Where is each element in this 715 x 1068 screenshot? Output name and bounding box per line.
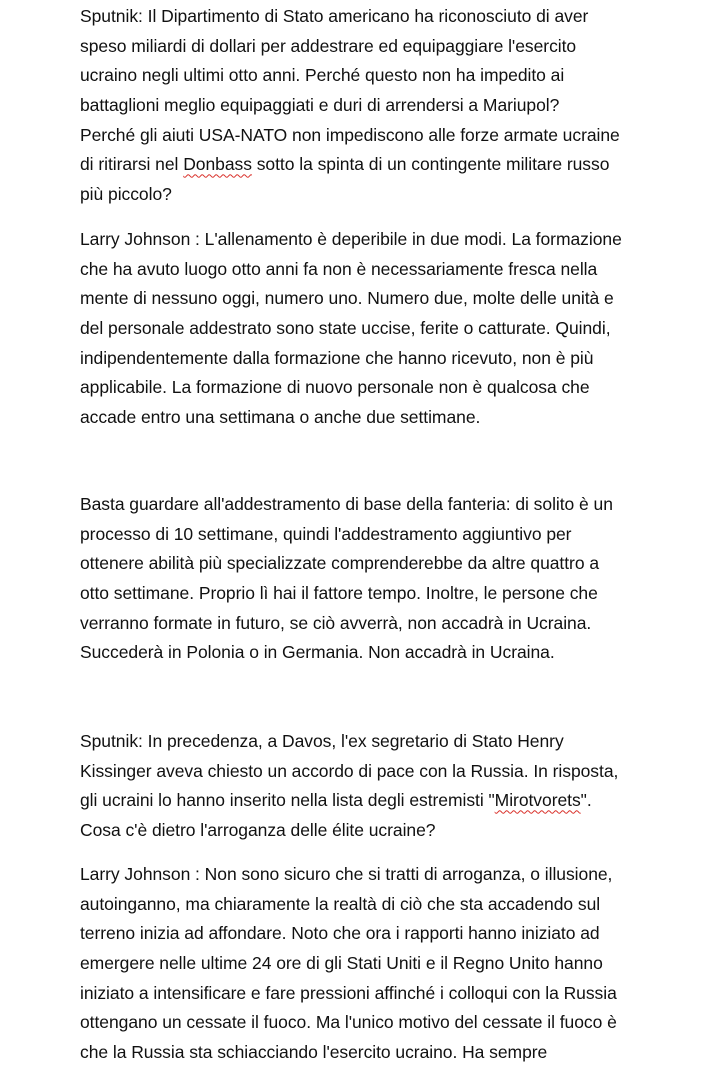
paragraph-sputnik-question-1 <box>80 2 710 210</box>
text-line: battaglioni meglio equipaggiati e duri di arrendersi a Mariupol? <box>80 95 560 116</box>
text-line: del personale addestrato sono state uccise, ferite o catturate. Quindi, <box>80 318 611 339</box>
spellcheck-flagged-word[interactable]: Mirotvorets <box>494 790 581 811</box>
text-line: Larry Johnson : Non sono sicuro che si tratti di arroganza, o illusione, <box>80 864 613 884</box>
text-line <box>80 786 710 816</box>
text-line: indipendentemente dalla formazione che hanno ricevuto, non è più <box>80 347 594 368</box>
text-line: processo di 10 settimane, quindi l'addestramento aggiuntivo per <box>80 523 572 544</box>
text-line: ottengano un cessate il fuoco. Ma l'unico motivo del cessate il fuoco è <box>80 1012 617 1033</box>
text-line: mente di nessuno oggi, numero uno. Numero due, molte delle unità e <box>80 288 614 309</box>
text-segment: sotto la spinta di un contingente militare russo <box>251 154 610 175</box>
text-line: accade entro una settimana o anche due settimane. <box>80 407 481 428</box>
text-line <box>80 150 710 180</box>
paragraph-larry-johnson-answer-1 <box>80 225 710 433</box>
spellcheck-flagged-word[interactable]: Donbass <box>183 154 252 175</box>
text-segment: gli ucraini lo hanno inserito nella lista degli estremisti " <box>80 790 495 811</box>
paragraph-larry-johnson-answer-2 <box>80 860 710 1068</box>
text-line: Basta guardare all'addestramento di base della fanteria: di solito è un <box>80 494 613 514</box>
text-line: Succederà in Polonia o in Germania. Non accadrà in Ucraina. <box>80 642 555 663</box>
text-line: emergere nelle ultime 24 ore di gli Stati Uniti e il Regno Unito hanno <box>80 953 603 974</box>
text-line: più piccolo? <box>80 184 172 205</box>
text-line: otto settimane. Proprio lì hai il fattore tempo. Inoltre, le persone che <box>80 583 598 604</box>
text-line: Sputnik: In precedenza, a Davos, l'ex segretario di Stato Henry <box>80 731 564 751</box>
text-line: speso miliardi di dollari per addestrare ed equipaggiare l'esercito <box>80 35 577 56</box>
text-line: che ha avuto luogo otto anni fa non è necessariamente fresca nella <box>80 258 598 279</box>
text-line: iniziato a intensificare e fare pressioni affinché i colloqui con la Russia <box>80 982 617 1003</box>
text-line: Larry Johnson : L'allenamento è deperibile in due modi. La formazione <box>80 229 622 249</box>
text-segment: di ritirarsi nel <box>80 154 184 175</box>
text-line: terreno inizia ad affondare. Noto che ora i rapporti hanno iniziato ad <box>80 923 600 944</box>
text-line: applicabile. La formazione di nuovo personale non è qualcosa che <box>80 377 590 398</box>
text-line: che la Russia sta schiacciando l'esercito ucraino. Ha sempre <box>80 1042 548 1063</box>
text-line: autoinganno, ma chiaramente la realtà di ciò che sta accadendo sul <box>80 893 601 914</box>
text-line: ottenere abilità più specializzate comprenderebbe da altre quattro a <box>80 553 600 574</box>
text-line: Kissinger aveva chiesto un accordo di pace con la Russia. In risposta, <box>80 760 619 781</box>
paragraph-sputnik-question-2 <box>80 727 710 846</box>
paragraph-larry-johnson-answer-1-continued <box>80 490 710 668</box>
text-line: verranno formate in futuro, se ciò avverrà, non accadrà in Ucraina. <box>80 612 592 633</box>
text-line: Perché gli aiuti USA-NATO non impediscono alle forze armate ucraine <box>80 124 620 145</box>
text-line: ucraino negli ultimi otto anni. Perché questo non ha impedito ai <box>80 65 565 86</box>
text-line: Sputnik: Il Dipartimento di Stato americano ha riconosciuto di aver <box>80 6 589 26</box>
text-line: Cosa c'è dietro l'arroganza delle élite ucraine? <box>80 820 436 841</box>
text-segment: ". <box>580 790 592 811</box>
